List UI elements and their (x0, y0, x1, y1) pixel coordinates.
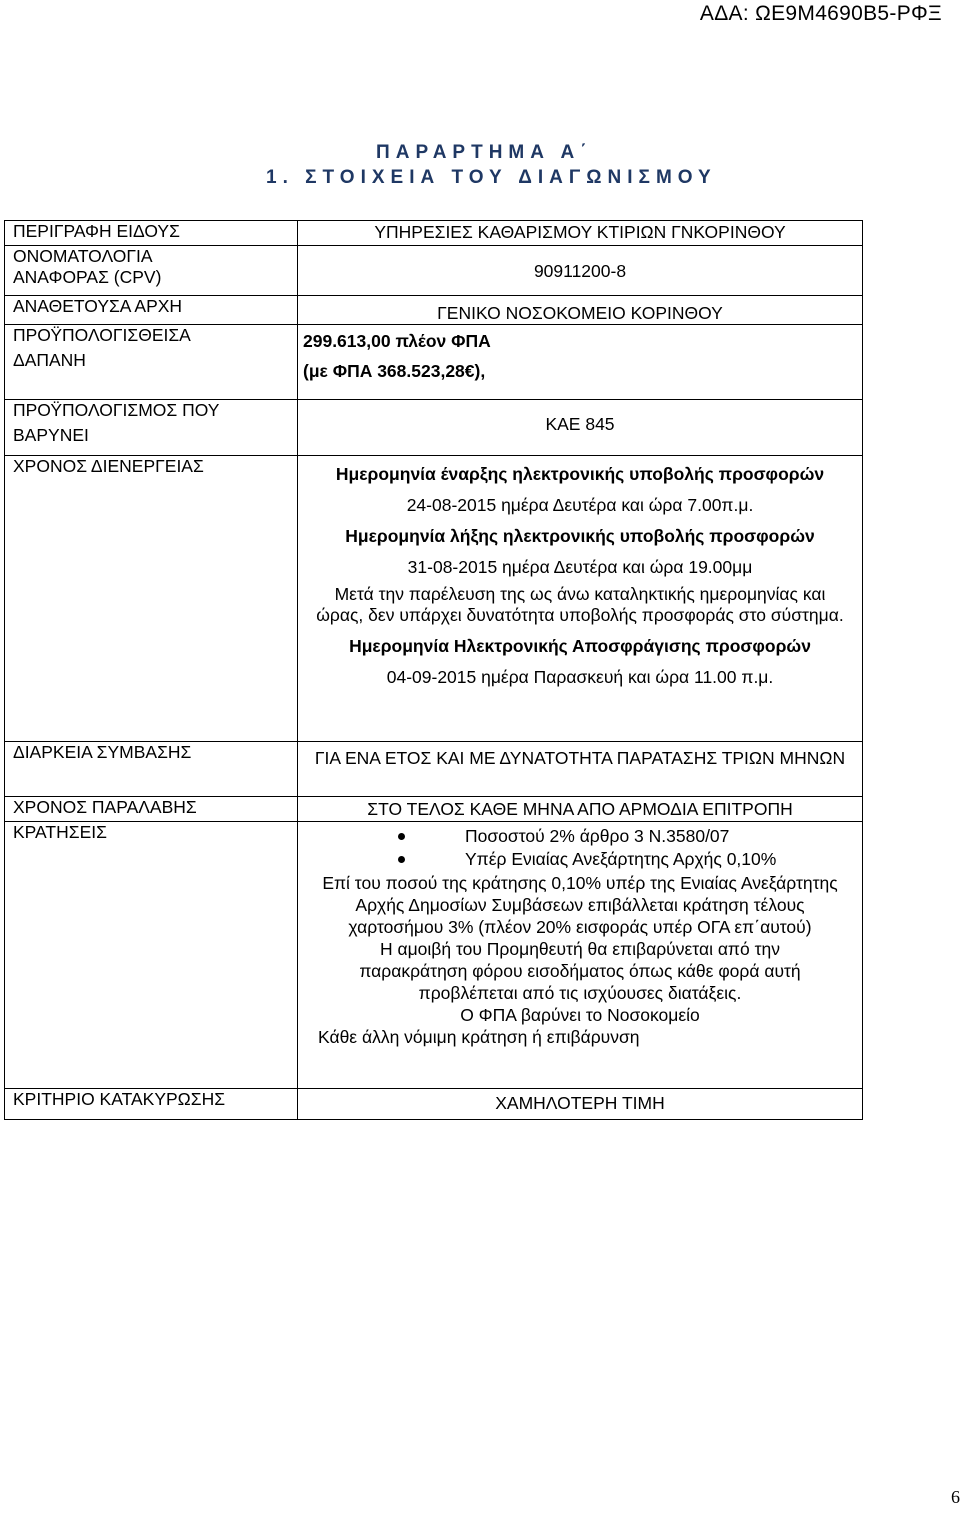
label-award: ΚΡΙΤΗΡΙΟ ΚΑΤΑΚΥΡΩΣΗΣ (5, 1089, 298, 1120)
row-cpv (5, 246, 863, 296)
submission-end-heading: Ημερομηνία λήξης ηλεκτρονικής υποβολής προσφορών (345, 526, 815, 546)
tender-details-table (4, 220, 863, 1120)
withholding-stamp-text: Επί του ποσού της κράτησης 0,10% υπέρ της Ενιαίας Ανεξάρτητης Αρχής Δημοσίων Συμβάσεων επιβάλλεται κράτηση τέλους χαρτοσήμου 3% (πλέον 20% εισφοράς υπέρ ΟΓΑ επ΄αυτού) (322, 873, 838, 937)
label-charged-line2: ΒΑΡΥΝΕΙ (13, 425, 89, 445)
value-budget (298, 325, 863, 400)
value-withholdings (298, 822, 863, 1089)
label-duration: ΔΙΑΡΚΕΙΑ ΣΥΜΒΑΣΗΣ (5, 742, 298, 797)
value-award: ΧΑΜΗΛΟΤΕΡΗ ΤΙΜΗ (298, 1089, 863, 1120)
label-charged-budget (5, 400, 298, 456)
opening-value: 04-09-2015 ημέρα Παρασκευή και ώρα 11.00 π.μ. (386, 667, 774, 687)
bullet-text-2: Υπέρ Ενιαίας Ανεξάρτητης Αρχής 0,10% (465, 849, 777, 869)
annex-heading: ΠΑΡΑΡΤΗΜΑ Α΄ (376, 142, 593, 163)
row-authority (5, 296, 863, 325)
label-withholdings: ΚΡΑΤΗΣΕΙΣ (5, 822, 298, 1089)
label-budget (5, 325, 298, 400)
bullet-item (398, 849, 852, 872)
label-cpv-line2: ΑΝΑΦΟΡΑΣ (CPV) (13, 267, 162, 287)
bullet-item (398, 826, 852, 849)
row-charged-budget (5, 400, 863, 456)
bullet-text-1: Ποσοστού 2% άρθρο 3 Ν.3580/07 (465, 826, 730, 846)
ada-code: ΑΔΑ: ΩΕ9Μ4690Β5-ΡΦΞ (699, 2, 942, 25)
value-duration: ΓΙΑ ΕΝΑ ΕΤΟΣ ΚΑΙ ΜΕ ΔΥΝΑΤΟΤΗΤΑ ΠΑΡΑΤΑΣΗΣ ΤΡΙΩΝ ΜΗΝΩΝ (298, 742, 863, 797)
value-cpv: 90911200-8 (298, 246, 863, 296)
bullet-dot-icon (398, 833, 405, 840)
value-type-desc: ΥΠΗΡΕΣΙΕΣ ΚΑΘΑΡΙΣΜΟΥ ΚΤΙΡΙΩΝ ΓΝΚΟΡΙΝΘΟΥ (298, 221, 863, 246)
label-budget-line2: ΔΑΠΑΝΗ (13, 350, 86, 370)
budget-gross: (με ΦΠΑ 368.523,28€), (303, 361, 486, 381)
label-budget-line1: ΠΡΟΫΠΟΛΟΓΙΣΘΕΙΣΑ (13, 325, 191, 345)
value-authority: ΓΕΝΙΚΟ ΝΟΣΟΚΟΜΕΙΟ ΚΟΡΙΝΘΟΥ (298, 296, 863, 325)
label-type-desc: ΠΕΡΙΓΡΑΦΗ ΕΙΔΟΥΣ (5, 221, 298, 246)
row-timeframe (5, 456, 863, 742)
row-duration (5, 742, 863, 797)
row-budget (5, 325, 863, 400)
submission-end-value: 31-08-2015 ημέρα Δευτέρα και ώρα 19.00μμ (407, 557, 753, 577)
value-charged-budget: ΚΑΕ 845 (298, 400, 863, 456)
withholding-income-tax-text: Η αμοιβή του Προμηθευτή θα επιβαρύνεται από την παρακράτηση φόρου εισοδήματος όπως κάθε φορά αυτή προβλέπεται από τις ισχύουσες διατάξεις. (359, 939, 801, 1003)
opening-heading: Ημερομηνία Ηλεκτρονικής Αποσφράγισης προσφορών (349, 636, 811, 656)
label-authority: ΑΝΑΘΕΤΟΥΣΑ ΑΡΧΗ (5, 296, 298, 325)
late-submission-note: Μετά την παρέλευση της ως άνω καταληκτικής ημερομηνίας και ώρας, δεν υπάρχει δυνατότητα υποβολής προσφοράς στο σύστημα. (316, 584, 844, 625)
label-cpv-line1: ΟΝΟΜΑΤΟΛΟΓΙΑ (13, 246, 153, 266)
withholding-vat-text: Ο ΦΠΑ βαρύνει το Νοσοκομείο (460, 1005, 700, 1025)
label-timeframe: ΧΡΟΝΟΣ ΔΙΕΝΕΡΓΕΙΑΣ (5, 456, 298, 742)
bullet-dot-icon (398, 856, 405, 863)
row-delivery (5, 797, 863, 822)
label-cpv (5, 246, 298, 296)
submission-start-heading: Ημερομηνία έναρξης ηλεκτρονικής υποβολής προσφορών (335, 464, 825, 484)
row-withholdings (5, 822, 863, 1089)
value-timeframe (298, 456, 863, 742)
withholdings-bullets (308, 826, 852, 872)
value-delivery: ΣΤΟ ΤΕΛΟΣ ΚΑΘΕ ΜΗΝΑ ΑΠΟ ΑΡΜΟΔΙΑ ΕΠΙΤΡΟΠΗ (298, 797, 863, 822)
budget-net: 299.613,00 πλέον ΦΠΑ (303, 331, 491, 351)
row-award (5, 1089, 863, 1120)
label-charged-line1: ΠΡΟΫΠΟΛΟΓΙΣΜΟΣ ΠΟΥ (13, 400, 220, 420)
label-delivery: ΧΡΟΝΟΣ ΠΑΡΑΛΑΒΗΣ (5, 797, 298, 822)
row-type-desc (5, 221, 863, 246)
page-number: 6 (951, 1487, 960, 1507)
withholding-other-text: Κάθε άλλη νόμιμη κράτηση ή επιβάρυνση (318, 1027, 640, 1047)
submission-start-value: 24-08-2015 ημέρα Δευτέρα και ώρα 7.00π.μ. (406, 495, 754, 515)
section-heading: 1. ΣΤΟΙΧΕΙΑ ΤΟΥ ΔΙΑΓΩΝΙΣΜΟΥ (266, 167, 717, 188)
